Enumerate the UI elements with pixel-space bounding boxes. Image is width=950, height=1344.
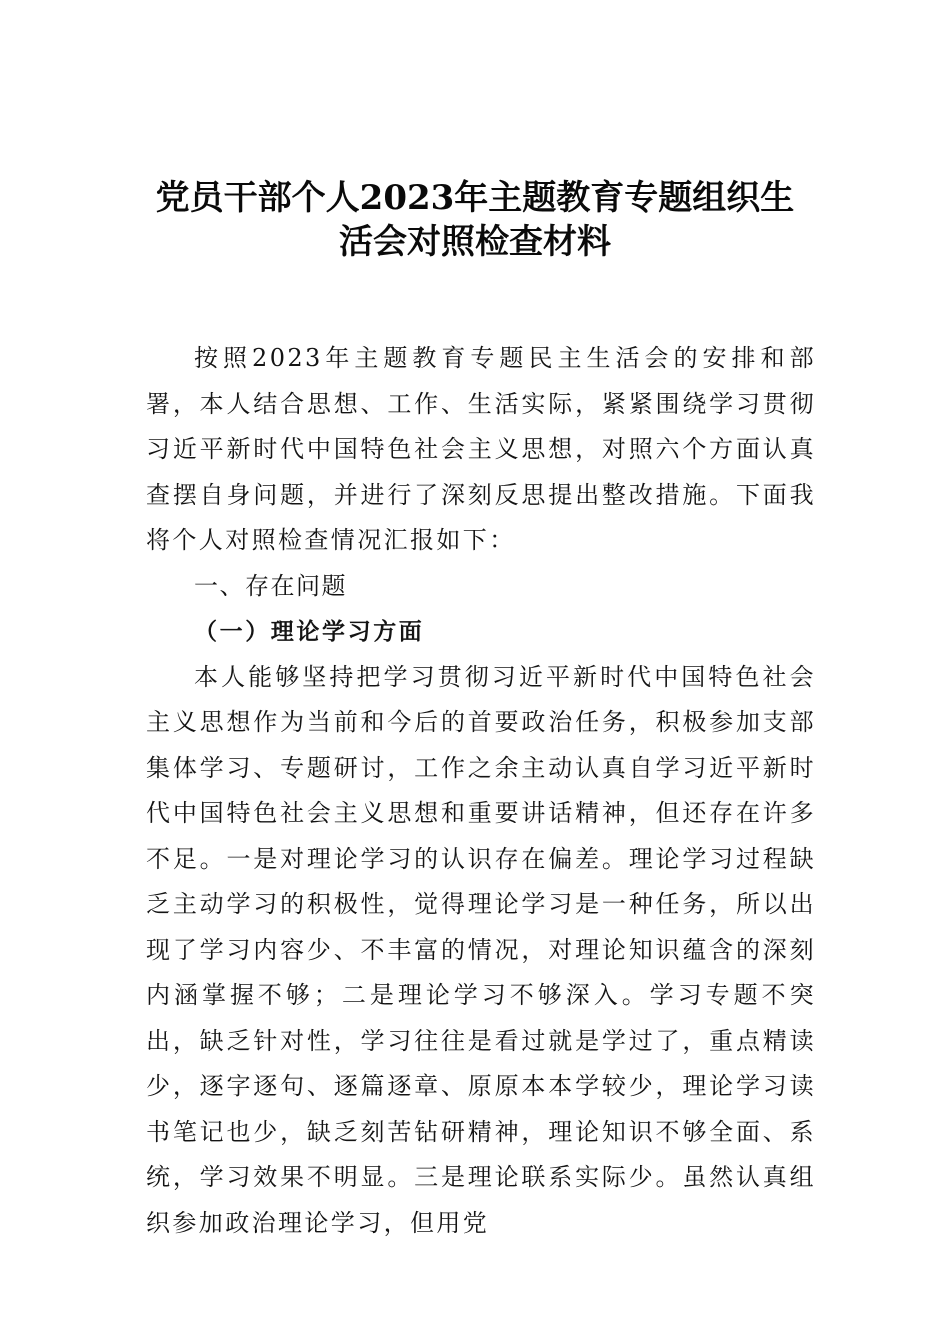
intro-paragraph: 按照2023年主题教育专题民主生活会的安排和部署，本人结合思想、工作、生活实际，紧紧围绕学习贯彻习近平新时代中国特色社会主义思想，对照六个方面认真查摆自身问题，并进行了深刻反思提出整改措施。下面我将个人对照检查情况汇报如下： [146, 344, 816, 554]
document-title-line-1: 党员干部个人2023年主题教育专题组织生 [155, 178, 795, 218]
theory-study-paragraph: 本人能够坚持把学习贯彻习近平新时代中国特色社会主义思想作为当前和今后的首要政治任务，积极参加支部集体学习、专题研讨，工作之余主动认真自学习近平新时代中国特色社会主义思想和重要讲话精神，但还存在许多不足。一是对理论学习的认识存在偏差。理论学习过程缺乏主动学习的积极性，觉得理论学习是一种任务，所以出现了学习内容少、不丰富的情况，对理论知识蕴含的深刻内涵掌握不够；二是理论学习不够深入。学习专题不突出，缺乏针对性，学习往往是看过就是学过了，重点精读少，逐字逐句、逐篇逐章、原原本本学较少，理论学习读书笔记也少，缺乏刻苦钻研精神，理论知识不够全面、系统，学习效果不明显。三是理论联系实际少。虽然认真组织参加政治理论学习，但用党 [146, 662, 816, 1237]
document-body [146, 336, 816, 1246]
subsection-heading-theory-study: （一）理论学习方面 [194, 618, 425, 645]
section-heading-problems: 一、存在问题 [194, 571, 347, 600]
document-title-line-2: 活会对照检查材料 [339, 222, 611, 262]
